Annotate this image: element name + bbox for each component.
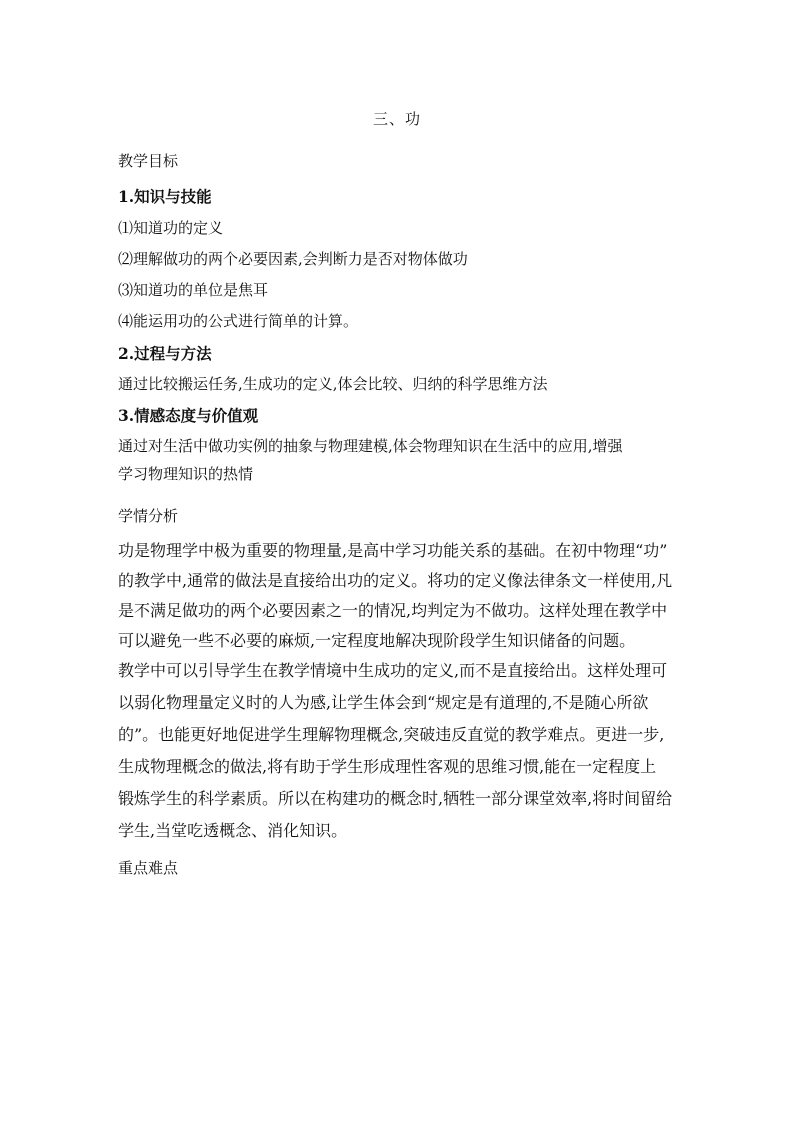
- heading-knowledge-skills: 1.知识与技能: [118, 187, 212, 206]
- list-item: 通过对生活中做功实例的抽象与物理建模,体会物理知识在生活中的应用,增强: [118, 437, 623, 455]
- paragraph-line: 的”。也能更好地促进学生理解物理概念,突破违反直觉的教学难点。更进一步,: [118, 725, 665, 744]
- paragraph-line: 以弱化物理量定义时的人为感,让学生体会到“规定是有道理的,不是随心所欲: [118, 693, 649, 712]
- section-label-teaching-goals: 教学目标: [118, 152, 179, 170]
- paragraph-line: 的教学中,通常的做法是直接给出功的定义。将功的定义像法律条文一样使用,凡: [118, 571, 673, 590]
- paragraph-line: 生成物理概念的做法,将有助于学生形成理性客观的思维习惯,能在一定程度上: [118, 757, 657, 776]
- section-label-key-difficulties: 重点难点: [118, 859, 179, 877]
- paragraph-line: 功是物理学中极为重要的物理量,是高中学习功能关系的基础。在初中物理“功”: [118, 541, 668, 560]
- section-label-student-analysis: 学情分析: [118, 507, 179, 525]
- list-item: ⑴知道功的定义: [118, 219, 224, 237]
- paragraph-line: 学生,当堂吃透概念、消化知识。: [118, 821, 348, 840]
- list-item: 学习物理知识的热情: [118, 465, 254, 483]
- paragraph-line: 教学中可以引导学生在教学情境中生成功的定义,而不是直接给出。这样处理可: [118, 661, 668, 680]
- list-item: ⑶知道功的单位是焦耳: [118, 281, 269, 299]
- heading-process-method: 2.过程与方法: [118, 344, 212, 363]
- paragraph-line: 是不满足做功的两个必要因素之一的情况,均判定为不做功。这样处理在教学中: [118, 601, 668, 620]
- paragraph-line: 可以避免一些不必要的麻烦,一定程度地解决现阶段学生知识储备的问题。: [118, 631, 636, 650]
- list-item: ⑵理解做功的两个必要因素,会判断力是否对物体做功: [118, 250, 468, 268]
- list-item: ⑷能运用功的公式进行简单的计算。: [118, 312, 359, 330]
- list-item: 通过比较搬运任务,生成功的定义,体会比较、归纳的科学思维方法: [118, 375, 548, 393]
- heading-attitude-values: 3.情感态度与价值观: [118, 406, 259, 425]
- paragraph-line: 锻炼学生的科学素质。所以在构建功的概念时,牺牲一部分课堂效率,将时间留给: [118, 789, 673, 808]
- page-title: 三、功: [372, 110, 421, 128]
